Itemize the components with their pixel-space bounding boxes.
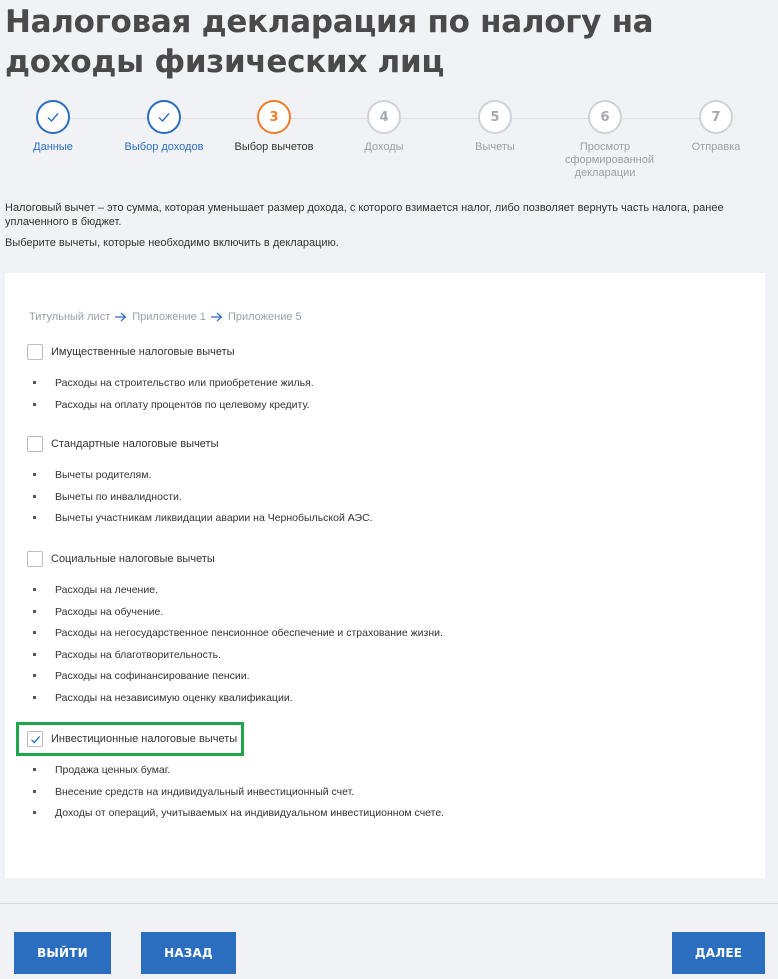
deduction-list [27,583,443,713]
step-6-preview[interactable] [550,100,660,180]
deduction-list [27,376,314,419]
step-label: Выбор вычетов [234,141,314,153]
list-item: Вычеты по инвалидности. [27,490,373,512]
list-item: Расходы на негосударственное пенсионное обеспечение и страхование жизни. [27,626,443,648]
deductions-card [5,273,765,878]
progress-stepper [0,100,778,185]
step-4-income[interactable] [329,100,439,154]
list-item: Вычеты родителям. [27,468,373,490]
arrow-right-icon [115,312,127,322]
property-deductions-checkbox-row[interactable] [27,342,314,362]
standard-deductions-checkbox-row[interactable] [27,434,373,454]
step-circle: 4 [367,100,401,134]
deduction-list [27,468,373,533]
step-circle: 5 [478,100,512,134]
step-5-deductions[interactable] [440,100,550,154]
list-item: Вычеты участникам ликвидации аварии на Чернобыльской АЭС. [27,511,373,533]
intro-definition: Налоговый вычет – это сумма, которая уменьшает размер дохода, с которого взимается налог, либо позволяет вернуть часть налога, ранее уплаченного в бюджет. [5,202,724,228]
intro-instruction: Выберите вычеты, которые необходимо включить в декларацию. [5,237,339,249]
step-label: Вычеты [475,141,515,153]
checkbox-label[interactable]: Имущественные налоговые вычеты [51,346,235,358]
step-label: Доходы [364,141,404,153]
step-label: Выбор доходов [124,141,204,153]
step-2-income-selection[interactable] [109,100,219,154]
next-button[interactable]: ДАЛЕЕ [672,932,765,974]
checkbox-label[interactable]: Инвестиционные налоговые вычеты [51,733,238,745]
list-item: Доходы от операций, учитываемых на индивидуальном инвестиционном счете. [27,806,444,828]
step-circle: 7 [699,100,733,134]
breadcrumb [29,311,302,323]
standard-deductions-checkbox[interactable] [27,436,43,452]
intro-text [5,201,765,250]
step-circle [147,100,181,134]
list-item: Расходы на благотворительность. [27,648,443,670]
social-deductions-checkbox-row[interactable] [27,549,443,569]
step-circle [36,100,70,134]
page-title: Налоговая декларация по налогу на доходы физических лиц [5,4,654,80]
checkmark-icon [157,110,171,124]
section-social-deductions [27,549,443,713]
back-button[interactable]: НАЗАД [141,932,236,974]
breadcrumb-item[interactable]: Приложение 1 [132,311,206,323]
step-circle: 3 [257,100,291,134]
section-investment-deductions [27,729,444,828]
social-deductions-checkbox[interactable] [27,551,43,567]
checkmark-icon [46,110,60,124]
footer-divider [0,903,778,904]
step-label: Отправка [691,141,741,153]
list-item: Расходы на лечение. [27,583,443,605]
list-item: Продажа ценных бумаг. [27,763,444,785]
checkbox-label[interactable]: Социальные налоговые вычеты [51,553,215,565]
breadcrumb-item[interactable]: Титульный лист [29,311,111,323]
step-circle: 6 [588,100,622,134]
list-item: Расходы на независимую оценку квалификации. [27,691,443,713]
list-item: Расходы на софинансирование пенсии. [27,669,443,691]
step-label: Просмотр сформированной декларации [565,141,654,179]
step-1-data[interactable] [0,100,108,154]
exit-button[interactable]: ВЫЙТИ [14,932,111,974]
checkbox-label[interactable]: Стандартные налоговые вычеты [51,438,219,450]
property-deductions-checkbox[interactable] [27,344,43,360]
section-standard-deductions [27,434,373,533]
checkmark-icon [30,734,41,745]
deduction-list [27,763,444,828]
list-item: Расходы на оплату процентов по целевому кредиту. [27,398,314,420]
list-item: Внесение средств на индивидуальный инвестиционный счет. [27,785,444,807]
arrow-right-icon [211,312,223,322]
investment-deductions-checkbox[interactable] [27,731,43,747]
step-7-send[interactable] [661,100,771,154]
list-item: Расходы на обучение. [27,605,443,627]
section-property-deductions [27,342,314,419]
step-label: Данные [33,141,73,153]
breadcrumb-item[interactable]: Приложение 5 [227,311,302,323]
investment-deductions-checkbox-row[interactable] [27,729,444,749]
list-item: Расходы на строительство или приобретение жилья. [27,376,314,398]
step-3-deduction-selection[interactable] [219,100,329,154]
